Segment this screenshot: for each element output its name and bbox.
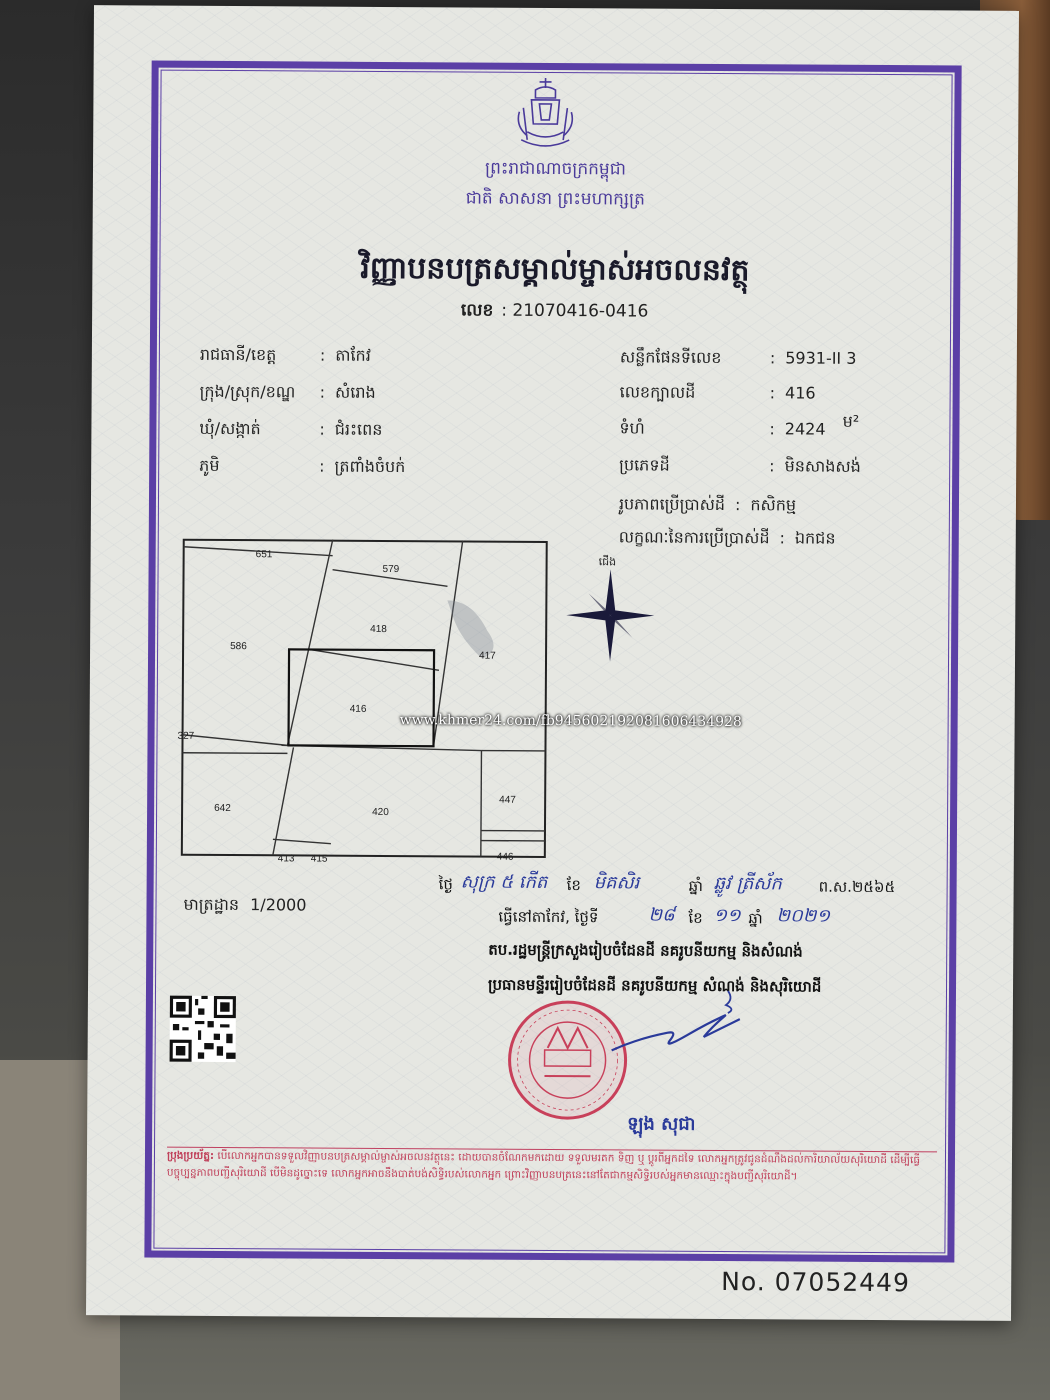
field-parcel-number: លេខក្បាលដី : 416 bbox=[620, 381, 816, 406]
map-frame bbox=[182, 540, 547, 857]
field-map-sheet: សន្លឹកផែនទីលេខ : 5931-II 3 bbox=[620, 346, 857, 371]
field-label: រាជធានី/ខេត្ត bbox=[199, 344, 277, 365]
parcel-boundaries bbox=[182, 539, 547, 857]
made-day: ២៨ bbox=[648, 904, 675, 926]
parcel-label: 642 bbox=[214, 802, 231, 815]
field-label: ឃុំ/សង្កាត់ bbox=[199, 418, 261, 439]
parcel-label: 420 bbox=[372, 806, 389, 819]
made-month-label: ខែ bbox=[688, 908, 703, 927]
field-province: រាជធានី/ខេត្ត : តាកែវ bbox=[200, 344, 371, 369]
field-value: 416 bbox=[784, 383, 816, 403]
parcel-label: 415 bbox=[310, 853, 328, 865]
royal-emblem-icon bbox=[505, 74, 585, 154]
parcel-label: 417 bbox=[479, 650, 496, 662]
parcel-label: 327 bbox=[177, 730, 195, 742]
made-year-label: ឆ្នាំ bbox=[748, 909, 763, 928]
parcel-label: 418 bbox=[370, 623, 387, 635]
field-value: 2424 bbox=[784, 419, 826, 439]
scale-label: មាត្រដ្ឋាន bbox=[183, 894, 240, 915]
field-value: កសិកម្ម bbox=[750, 495, 797, 515]
north-compass-icon bbox=[558, 553, 659, 664]
field-value: ត្រពាំងចំបក់ bbox=[334, 456, 406, 477]
certificate-title: វិញ្ញាបនបត្រសម្គាល់ម្ចាស់អចលនវត្ថុ bbox=[360, 250, 750, 289]
parcel-label: 413 bbox=[277, 853, 295, 865]
field-label: ភូមិ bbox=[199, 455, 220, 475]
notice-label: ប្រុងប្រយ័ត្ន: bbox=[166, 1149, 215, 1162]
parcel-label: 416 bbox=[349, 703, 367, 715]
field-label: ប្រភេទដី bbox=[619, 455, 670, 475]
field-label: លក្ខណៈនៃការប្រើប្រាស់ដី bbox=[618, 527, 770, 548]
watermark-text: www.khmer24.com/fb9456021920816064349​28 bbox=[399, 712, 742, 731]
made-month: ១១ bbox=[713, 904, 741, 927]
official-signature bbox=[608, 988, 748, 1069]
lunar-day: សុក្រ ៥ កើត bbox=[460, 871, 548, 893]
warning-notice bbox=[166, 1147, 937, 1243]
cadastral-map bbox=[177, 539, 548, 865]
field-value: 5931-II 3 bbox=[785, 348, 857, 368]
field-value: តាកែវ bbox=[335, 345, 371, 365]
area-unit: ម² bbox=[842, 411, 860, 431]
field-label: រូបភាពប្រើប្រាស់ដី bbox=[618, 494, 726, 515]
field-land-use: រូបភាពប្រើប្រាស់ដី : កសិកម្ម bbox=[618, 494, 797, 515]
parcel-label: 586 bbox=[230, 641, 247, 653]
certificate-number-value: 21070416-0416 bbox=[512, 300, 649, 322]
parcel-label: 447 bbox=[499, 794, 516, 806]
north-label: ជើង bbox=[598, 556, 617, 569]
day-label: ថ្ងៃ bbox=[438, 875, 453, 894]
certificate-number: លេខ : 21070416-0416 bbox=[460, 300, 649, 322]
map-scale bbox=[183, 894, 306, 919]
field-label: លេខក្បាលដី bbox=[619, 382, 696, 402]
field-village: ភូមិ : ត្រពាំងចំបក់ bbox=[199, 455, 405, 480]
certificate-paper bbox=[86, 5, 1019, 1321]
parcel-label: 651 bbox=[255, 549, 273, 561]
authority-line-2: ប្រធានមន្ទីររៀបចំដែនដី នគរូបនីយកម្ម សំណង់ និងសុរិយោដី bbox=[487, 975, 822, 996]
made-year: ២០២១ bbox=[776, 905, 831, 927]
field-label: ក្រុង/ស្រុក/ខណ្ឌ bbox=[199, 381, 296, 402]
field-use-character: លក្ខណៈនៃការប្រើប្រាស់ដី : ឯកជន bbox=[618, 527, 836, 548]
year-label: ឆ្នាំ bbox=[688, 876, 703, 895]
field-value: សំរោង bbox=[334, 382, 376, 402]
made-at-label: ធ្វើនៅតាកែវ, ថ្ងៃទី bbox=[498, 907, 599, 927]
motto-line: ជាតិ សាសនា ព្រះមហាក្សត្រ bbox=[465, 188, 645, 210]
serial-number: No. 07052449 bbox=[721, 1267, 911, 1298]
field-value: មិនសាងសង់ bbox=[784, 456, 861, 476]
kingdom-line: ព្រះរាជាណាចក្រកម្ពុជា bbox=[485, 158, 627, 180]
notice-text: បើលោកអ្នកបានទទួលវិញ្ញាបនបត្រសម្គាល់ម្ចាស់អចលនវត្ថុនេះ ដោយបានចំណែកមកដោយ ទទួលមរតក ទិញ ឬ ប្តូរពីអ្នកដទៃ លោកអ្នកត្រូវជូនដំណឹងដល់ការិយាល័យសុរិយោដី ដើម្បីធ្វើបច្ចុប្បន្នភាពបញ្ជីសុរិយោដី បើមិនដូច្នោះទេ លោកអ្នកអាចនឹងបាត់បង់សិទ្ធិរបស់លោកអ្នក ព្រោះវិញ្ញាបនបត្រនេះនៅតែជាកម្មសិទ្ធិរបស់អ្នកមានឈ្មោះក្នុងបញ្ជីសុរិយោដី។ bbox=[166, 1149, 921, 1183]
field-label: ទំហំ bbox=[619, 418, 645, 438]
field-value: ជំរះពេន bbox=[334, 419, 383, 439]
field-value: ឯកជន bbox=[794, 528, 836, 548]
field-district: ក្រុង/ស្រុក/ខណ្ឌ : សំរោង bbox=[200, 381, 376, 406]
field-label: សន្លឹកផែនទីលេខ bbox=[619, 347, 722, 368]
authority-line-1: តប.រដ្ឋមន្ត្រីក្រសួងរៀបចំដែនដី នគរូបនីយកម្ម និងសំណង់ bbox=[488, 940, 803, 961]
field-land-type: ប្រភេទដី : មិនសាងសង់ bbox=[619, 454, 861, 479]
lunar-date-line bbox=[439, 875, 453, 897]
buddhist-era: ព.ស.២៥៦៥ bbox=[818, 877, 896, 897]
field-area: ទំហំ : 2424 ម² bbox=[619, 417, 859, 442]
certificate-number-label: លេខ bbox=[460, 300, 494, 321]
official-name: ឡុង សុជា bbox=[627, 1113, 696, 1135]
lunar-month: មិគសិរ bbox=[593, 872, 640, 894]
lunar-year: ឆ្លូវ ត្រីស័ក bbox=[713, 872, 782, 895]
parcel-label: 446 bbox=[496, 851, 514, 863]
parcel-label: 579 bbox=[382, 563, 400, 576]
field-commune: ឃុំ/សង្កាត់ : ជំរះពេន bbox=[199, 418, 382, 443]
subject-parcel bbox=[288, 649, 434, 746]
month-label: ខែ bbox=[566, 876, 581, 895]
qr-code-icon bbox=[170, 996, 236, 1062]
scale-value: 1/2000 bbox=[250, 895, 307, 915]
